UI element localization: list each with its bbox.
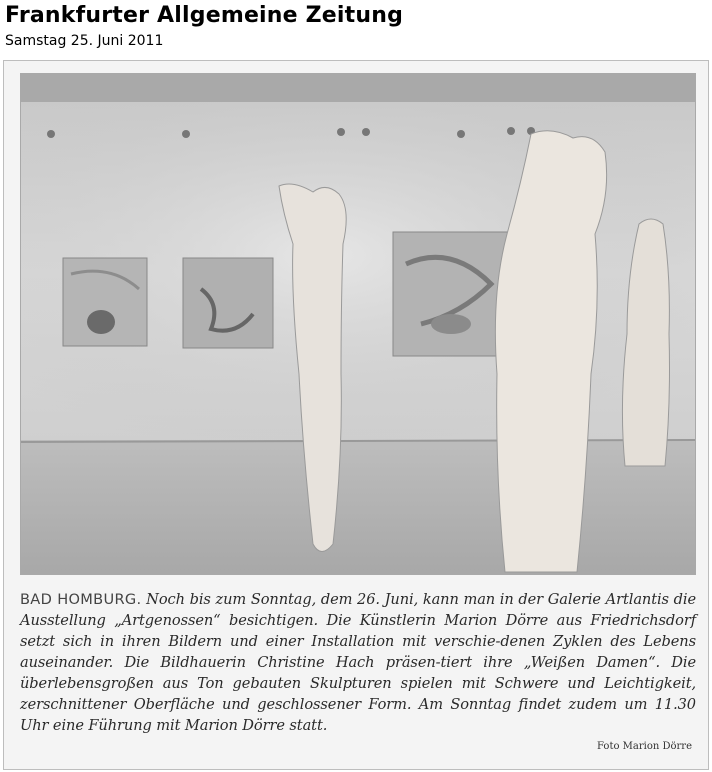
ceiling <box>21 74 695 104</box>
newspaper-clipping <box>3 60 709 770</box>
caption-line: statt. <box>289 717 328 734</box>
masthead <box>5 2 705 50</box>
caption-line: Artlantis die Ausstellung „Artgenossen“ besichtigen. Die Künstlerin Marion Dörre <box>20 591 696 629</box>
photo-credit: Foto Marion Dörre <box>597 741 692 752</box>
gallery-photo <box>20 73 696 575</box>
newspaper-title: Frankfurter Allgemeine Zeitung <box>5 3 404 28</box>
caption-line: Form. Am Sonntag findet zudem um 11.30 Uhr eine Führung mit Marion Dörre <box>20 696 696 734</box>
caption-line: aus Friedrichsdorf setzt sich in ihren Bildern und einer Installation mit verschie- <box>20 612 696 650</box>
painting-left <box>63 258 147 346</box>
caption-line: Noch bis zum Sonntag, dem 26. Juni, kann man in der Galerie <box>146 591 601 608</box>
gallery-floor <box>21 440 695 574</box>
exhibition-photo-illustration <box>21 74 695 574</box>
caption-place: BAD HOMBURG. <box>20 591 142 608</box>
caption-line: tiert ihre „Weißen Damen“. Die überlebensgroßen aus Ton gebauten Skulpturen <box>20 654 696 692</box>
caption-line: spielen mit Schwere und Leichtigkeit, zerschnittener Oberfläche und geschlossener <box>20 675 697 713</box>
caption-line: denen Zyklen des Lebens auseinander. Die Bildhauerin Christine Hach präsen- <box>20 633 696 671</box>
painting-center-left <box>183 258 273 348</box>
photo-caption <box>20 589 696 736</box>
publication-date: Samstag 25. Juni 2011 <box>5 33 164 49</box>
